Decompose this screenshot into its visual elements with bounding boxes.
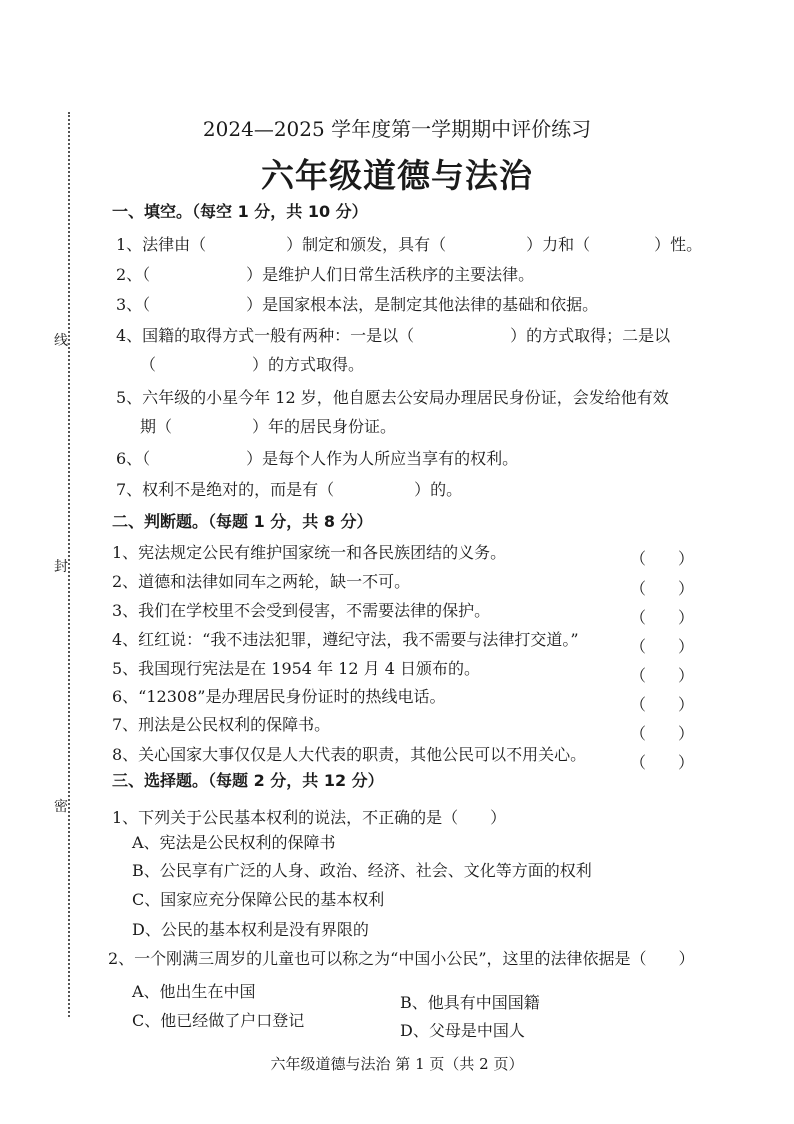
tf-question-3: 3、我们在学校里不会受到侵害，不需要法律的保护。 [112,601,491,620]
tf-answer-paren-4: （ ） [630,637,695,656]
fill-question-3: 3、（ ）是国家根本法，是制定其他法律的基础和依据。 [116,295,599,314]
tf-question-5: 5、我国现行宪法是在 1954 年 12 月 4 日颁布的。 [112,659,480,678]
mc-question-1-option-d: D、公民的基本权利是没有界限的 [132,920,369,939]
fill-question-5-cont: 期（ ）年的居民身份证。 [140,417,397,436]
mc-question-1-option-c: C、国家应充分保障公民的基本权利 [132,890,385,909]
tf-answer-paren-5: （ ） [630,666,695,685]
mc-question-2-option-c: C、他已经做了户口登记 [132,1011,305,1030]
section-heading-fill-in: 一、填空。（每空 1 分，共 10 分） [112,202,368,221]
fill-question-7: 7、权利不是绝对的，而是有（ ）的。 [116,480,463,499]
exam-title: 六年级道德与法治 [261,156,533,195]
exam-subtitle: 2024—2025 学年度第一学期期中评价练习 [202,117,592,141]
section-heading-true-false: 二、判断题。（每题 1 分，共 8 分） [112,512,373,531]
tf-answer-paren-8: （ ） [630,753,695,772]
tf-question-2: 2、道德和法律如同车之两轮，缺一不可。 [112,572,411,591]
fill-question-5: 5、六年级的小星今年 12 岁，他自愿去公安局办理居民身份证，会发给他有效 [116,388,669,407]
mc-question-1-option-a: A、宪法是公民权利的保障书 [132,833,336,852]
fill-question-1: 1、法律由（ ）制定和颁发，具有（ ）力和（ ）性。 [116,235,703,254]
binding-dotted-line [68,112,70,1017]
fill-question-6: 6、（ ）是每个人作为人所应当享有的权利。 [116,449,519,468]
mc-question-2-option-d: D、父母是中国人 [400,1021,525,1040]
fill-question-4: 4、国籍的取得方式一般有两种：一是以（ ）的方式取得；二是以 [116,326,671,345]
fill-question-4-cont: （ ）的方式取得。 [140,355,365,374]
tf-answer-paren-1: （ ） [630,549,695,568]
tf-question-6: 6、“12308”是办理居民身份证时的热线电话。 [112,687,446,706]
tf-answer-paren-6: （ ） [630,695,695,714]
margin-char-feng: 封 [54,559,68,575]
tf-question-7: 7、刑法是公民权利的保障书。 [112,715,331,734]
tf-answer-paren-7: （ ） [630,724,695,743]
section-heading-multiple-choice: 三、选择题。（每题 2 分，共 12 分） [112,771,384,790]
margin-char-mi: 密 [54,799,68,815]
fill-question-2: 2、（ ）是维护人们日常生活秩序的主要法律。 [116,265,535,284]
margin-char-xian: 线 [54,333,68,349]
mc-question-2-stem: 2、一个刚满三周岁的儿童也可以称之为“中国小公民”，这里的法律依据是（ ） [108,949,695,968]
mc-question-2-option-a: A、他出生在中国 [132,982,256,1001]
mc-question-2-option-b: B、他具有中国国籍 [400,993,540,1012]
tf-question-4: 4、红红说：“我不违法犯罪，遵纪守法，我不需要与法律打交道。” [112,630,579,649]
mc-question-1-option-b: B、公民享有广泛的人身、政治、经济、社会、文化等方面的权利 [132,861,592,880]
tf-question-1: 1、宪法规定公民有维护国家统一和各民族团结的义务。 [112,543,507,562]
tf-answer-paren-3: （ ） [630,608,695,627]
page-footer: 六年级道德与法治 第 1 页（共 2 页） [270,1055,524,1073]
tf-answer-paren-2: （ ） [630,579,695,598]
mc-question-1-stem: 1、下列关于公民基本权利的说法，不正确的是（ ） [112,808,507,827]
tf-question-8: 8、关心国家大事仅仅是人大代表的职责，其他公民可以不用关心。 [112,745,587,764]
